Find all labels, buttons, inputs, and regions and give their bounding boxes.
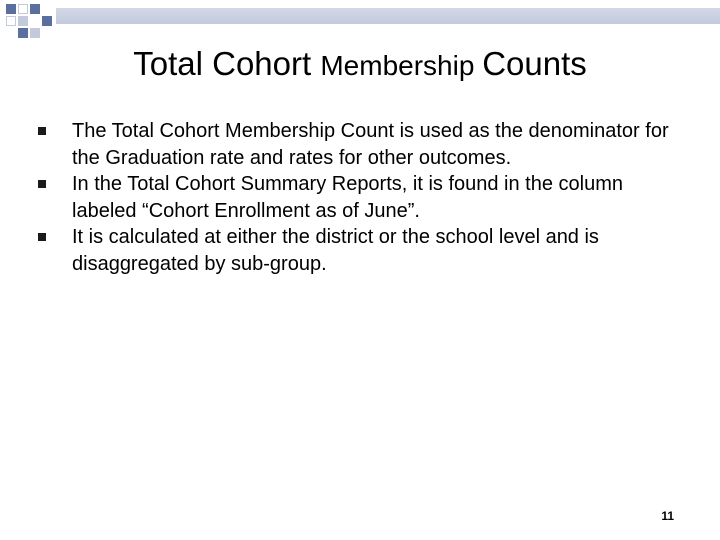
page-number: 11 xyxy=(661,509,674,523)
decorative-square xyxy=(42,16,52,26)
decorative-square xyxy=(18,28,28,38)
decorative-square xyxy=(6,4,16,14)
bullet-list xyxy=(38,118,688,277)
decorative-square xyxy=(30,28,40,38)
header-bar xyxy=(56,8,720,24)
bullet-item xyxy=(38,224,688,277)
decorative-square xyxy=(18,16,28,26)
bullet-text: The Total Cohort Membership Count is used as the denominator for the Graduation rate and rates for other outcomes. xyxy=(72,120,669,169)
square-bullet-icon xyxy=(38,127,46,135)
bullet-text: It is calculated at either the district or the school level and is disaggregated by sub-group. xyxy=(72,226,599,275)
bullet-text: In the Total Cohort Summary Reports, it is found in the column labeled “Cohort Enrollment as of June”. xyxy=(72,173,624,222)
decorative-square xyxy=(6,16,16,26)
bullet-item xyxy=(38,171,688,224)
title-text: Counts xyxy=(482,45,587,82)
decorative-square xyxy=(30,4,40,14)
bullet-item xyxy=(38,118,688,171)
title-text: Membership xyxy=(320,50,483,81)
slide-title xyxy=(0,44,720,86)
square-bullet-icon xyxy=(38,233,46,241)
title-text: Total Cohort xyxy=(133,45,321,82)
square-bullet-icon xyxy=(38,180,46,188)
decorative-square xyxy=(18,4,28,14)
